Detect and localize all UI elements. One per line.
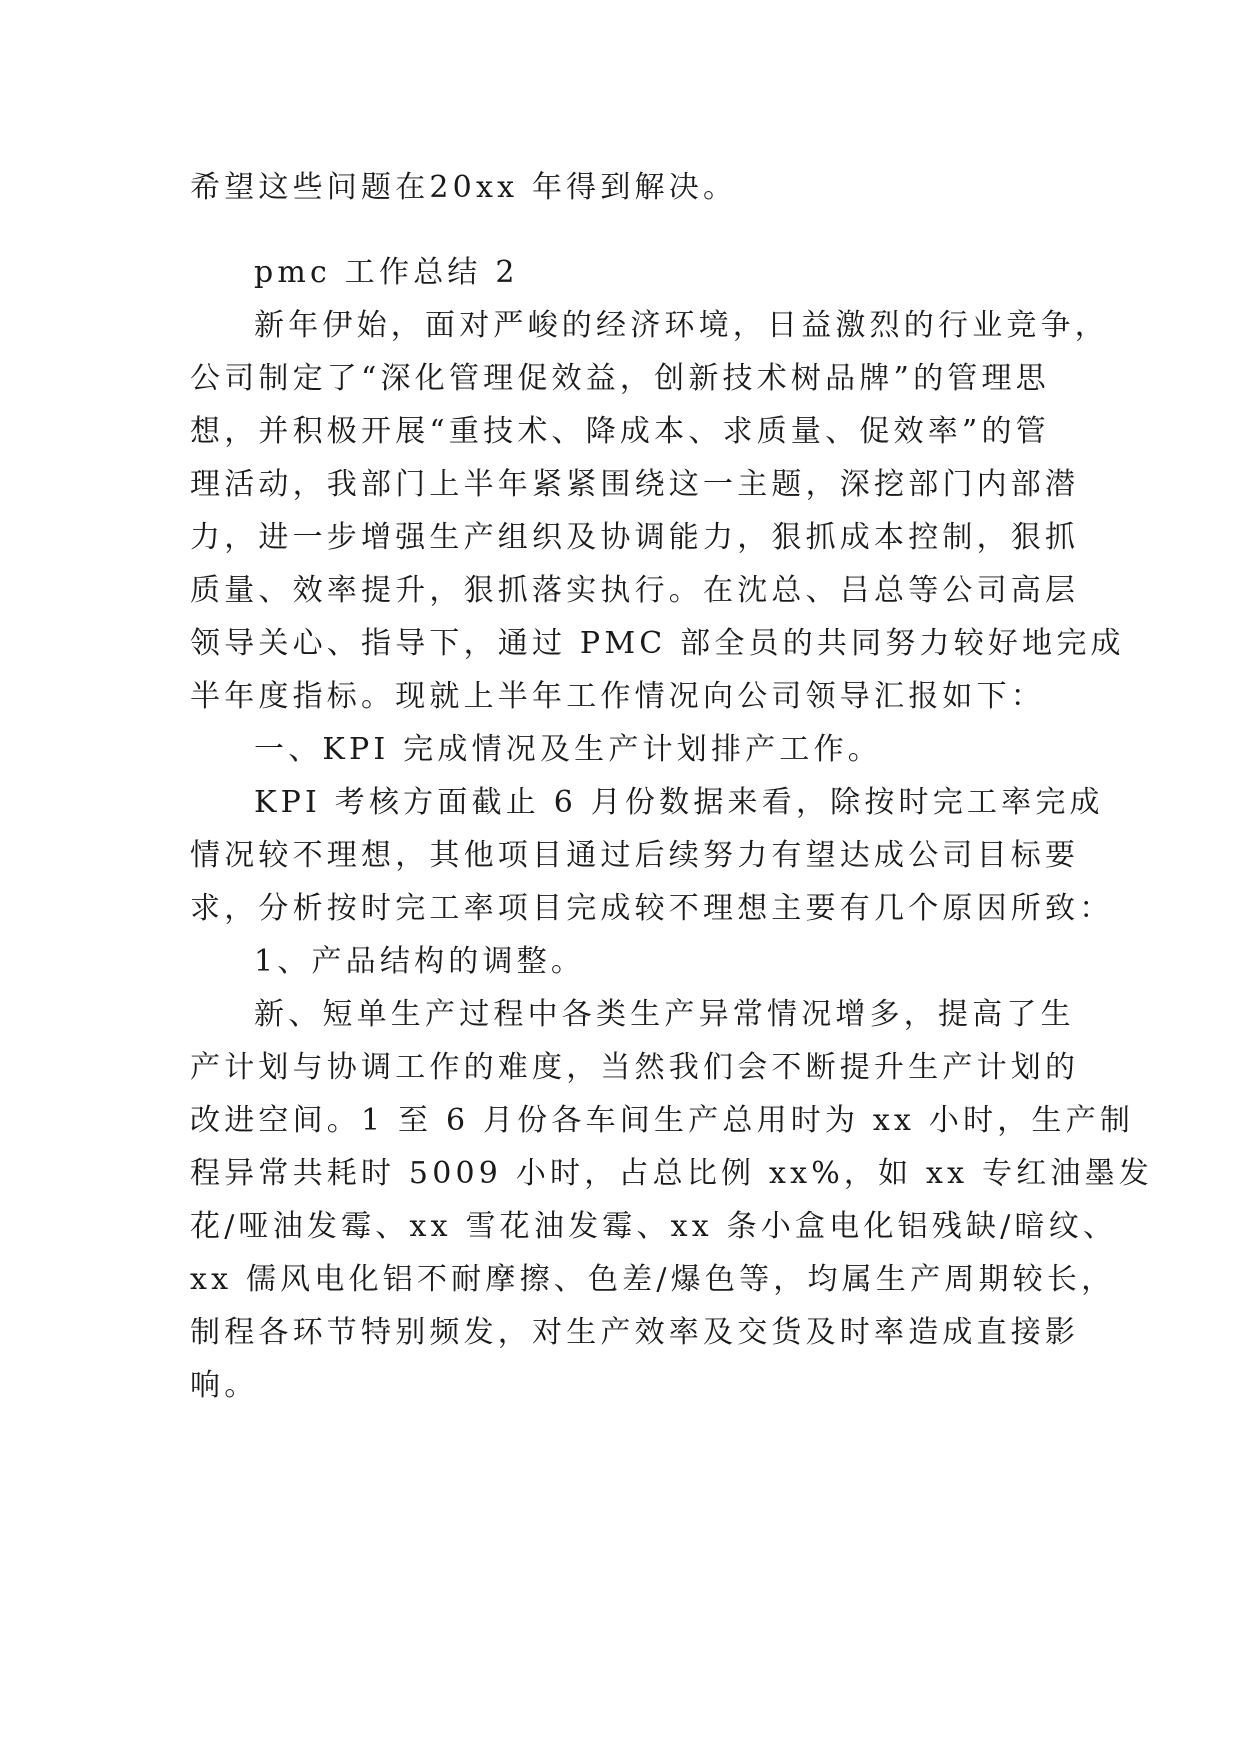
paragraph-2-line-2: 情况较不理想，其他项目通过后续努力有望达成公司目标要 — [190, 838, 1080, 873]
paragraph-1-line-1: 新年伊始，面对严峻的经济环境，日益激烈的行业竞争， — [254, 308, 1109, 343]
paragraph-1-line-4: 理活动，我部门上半年紧紧围绕这一主题，深挖部门内部潜 — [190, 467, 1080, 502]
paragraph-3-line-1: 新、短单生产过程中各类生产异常情况增多，提高了生 — [254, 997, 1075, 1032]
paragraph-2-line-3: 求，分析按时完工率项目完成较不理想主要有几个原因所致： — [190, 891, 1114, 926]
paragraph-1-line-5: 力，进一步增强生产组织及协调能力，狠抓成本控制，狠抓 — [190, 520, 1080, 555]
subheading-kpi: 一、KPI 完成情况及生产计划排产工作。 — [254, 732, 882, 767]
paragraph-1-line-8: 半年度指标。现就上半年工作情况向公司领导汇报如下： — [190, 679, 1045, 714]
paragraph-3-line-6: xx 儒风电化铝不耐摩擦、色差/爆色等，均属生产周期较长， — [190, 1262, 1116, 1297]
paragraph-3-line-8: 响。 — [190, 1368, 259, 1403]
paragraph-3-line-7: 制程各环节特别频发，对生产效率及交货及时率造成直接影 — [190, 1315, 1080, 1350]
paragraph-3-line-3: 改进空间。1 至 6 月份各车间生产总用时为 xx 小时，生产制 — [190, 1103, 1135, 1138]
paragraph-3-line-5: 花/哑油发霉、xx 雪花油发霉、xx 条小盒电化铝残缺/暗纹、 — [190, 1209, 1118, 1244]
section-heading: pmc 工作总结 2 — [254, 255, 519, 290]
paragraph-3-line-4: 程异常共耗时 5009 小时，占总比例 xx%，如 xx 专红油墨发 — [190, 1156, 1154, 1191]
paragraph-1-line-3: 想，并积极开展“重技术、降成本、求质量、促效率”的管 — [190, 414, 1050, 449]
text-line-1: 希望这些问题在20xx 年得到解决。 — [190, 170, 738, 205]
paragraph-1-line-7: 领导关心、指导下，通过 PMC 部全员的共同努力较好地完成 — [190, 626, 1125, 661]
paragraph-2-line-1: KPI 考核方面截止 6 月份数据来看，除按时完工率完成 — [254, 785, 1104, 820]
paragraph-3-line-2: 产计划与协调工作的难度，当然我们会不断提升生产计划的 — [190, 1050, 1080, 1085]
paragraph-1-line-6: 质量、效率提升，狠抓落实执行。在沈总、吕总等公司高层 — [190, 573, 1080, 608]
list-item-1: 1、产品结构的调整。 — [254, 944, 586, 979]
paragraph-1-line-2: 公司制定了“深化管理促效益，创新技术树品牌”的管理思 — [190, 361, 1050, 396]
